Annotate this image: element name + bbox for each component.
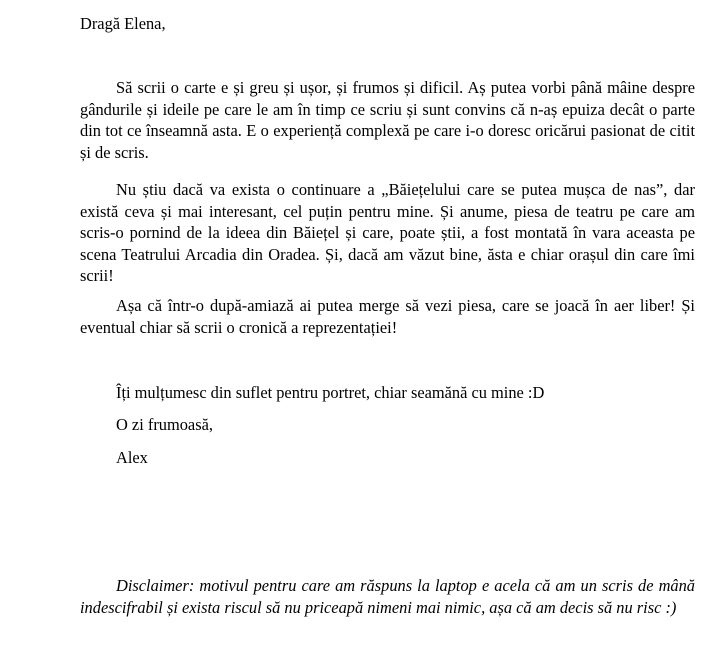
- letter-disclaimer: Disclaimer: motivul pentru care am răspuns la laptop e acela că am un scris de mână indescifrabil și exista riscul să nu priceapă nimeni mai nimic, așa că am decis să nu risc :): [80, 576, 695, 617]
- letter-paragraph-1: Să scrii o carte e și greu și ușor, și frumos și dificil. Aș putea vorbi până mâine despre gândurile și ideile pe care le am în timp ce scriu și sunt convins că n-aș epuiza decât o parte din tot ce înseamnă asta. E o experiență complexă pe care i-o doresc oricărui pasionat de citit și de scris.: [80, 78, 695, 162]
- letter-thanks: Îți mulțumesc din suflet pentru portret, chiar seamănă cu mine :D: [116, 383, 545, 402]
- letter-greeting: Dragă Elena,: [80, 14, 166, 33]
- letter-farewell: O zi frumoasă,: [116, 415, 213, 434]
- letter-signature: Alex: [116, 448, 148, 467]
- letter-paragraph-3: Așa că într-o după-amiază ai putea merge să vezi piesa, care se joacă în aer liber! Și eventual chiar să scrii o cronică a reprezentației!: [80, 296, 695, 337]
- letter-paragraph-2: Nu știu dacă va exista o continuare a „Băiețelului care se putea mușca de nas”, dar există ceva și mai interesant, cel puțin pentru mine. Și anume, piesa de teatru pe care am scris-o pornind de la ideea din Băiețel și care, poate știi, a fost montată în vara aceasta pe scena Teatrului Arcadia din Oradea. Și, dacă am văzut bine, ăsta e chiar orașul din care îmi scrii!: [80, 180, 695, 285]
